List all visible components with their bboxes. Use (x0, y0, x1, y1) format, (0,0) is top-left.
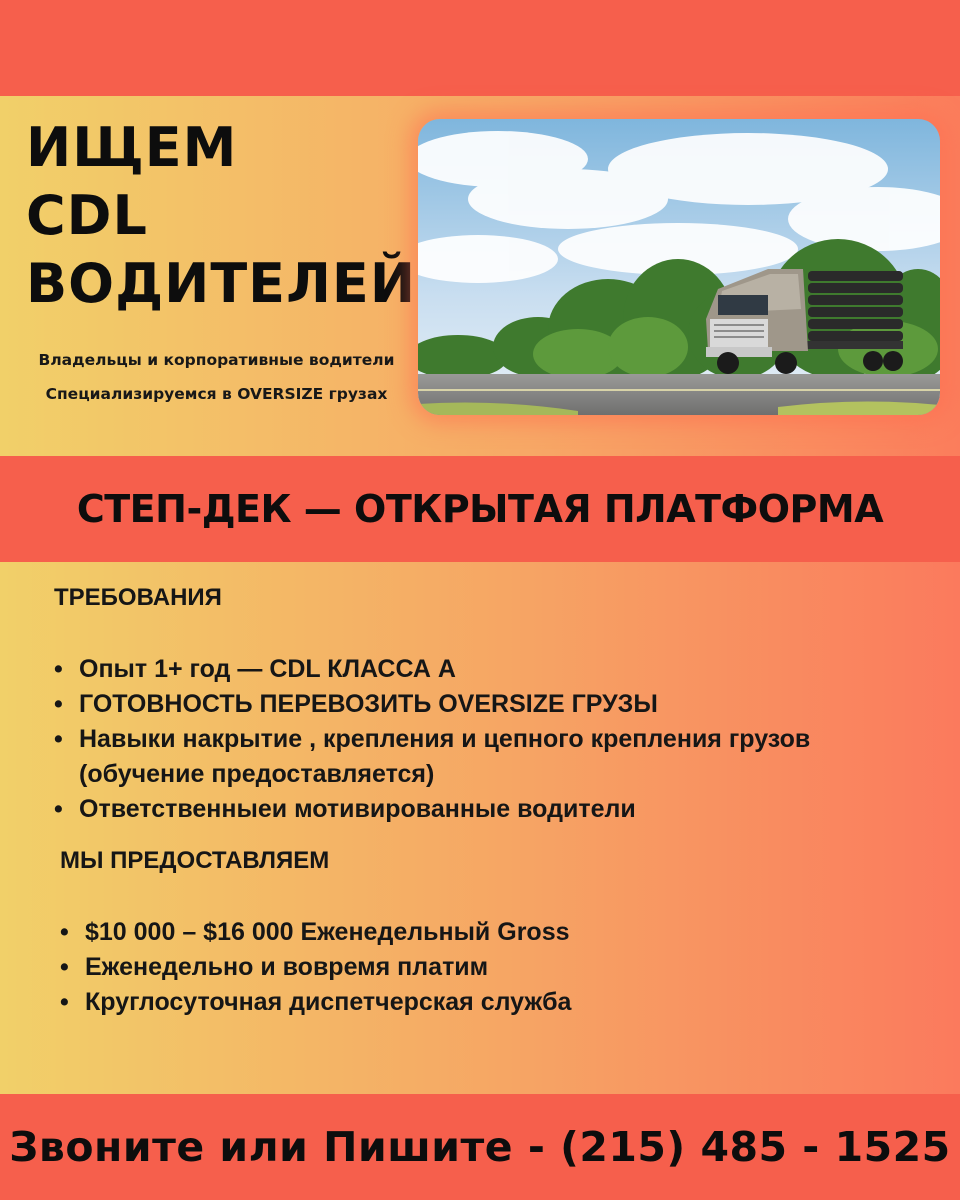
details-section (0, 562, 960, 1094)
list-item-continuation: (обучение предоставляется) (79, 760, 435, 788)
offer-list (60, 915, 571, 1020)
subline-oversize: Специализируемся в OVERSIZE грузах (45, 385, 388, 403)
hero-section (0, 96, 960, 456)
headline (26, 114, 416, 318)
subline-owner-operators: Владельцы и корпоративные водители (38, 351, 395, 369)
contact-banner (0, 1094, 960, 1200)
list-item: • ГОТОВНОСТЬ ПЕРЕВОЗИТЬ OVERSIZE ГРУЗЫ (54, 687, 810, 722)
list-item: • Ответственныеи мотивированные водители (54, 792, 810, 827)
headline-line-3: ВОДИТЕЛЕЙ (26, 252, 417, 315)
requirements-list (54, 652, 810, 827)
list-item: • Еженедельно и вовремя платим (60, 950, 571, 985)
offer-title: МЫ ПРЕДОСТАВЛЯЕМ (60, 847, 330, 874)
list-item: • $10 000 – $16 000 Еженедельный Gross (60, 915, 571, 950)
top-band (0, 0, 960, 96)
headline-line-2: CDL (26, 184, 148, 247)
list-item: • Навыки накрытие , крепления и цепного крепления грузов (54, 722, 810, 757)
list-item: • Круглосуточная диспетчерская служба (60, 985, 571, 1020)
stepdeck-title: СТЕП-ДЕК — ОТКРЫТАЯ ПЛАТФОРМА (76, 487, 884, 531)
truck-photo (418, 119, 940, 415)
list-item: • Опыт 1+ год — CDL КЛАССА А (54, 652, 810, 687)
contact-phone[interactable]: Звоните или Пишите - (215) 485 - 1525 (9, 1123, 951, 1171)
stepdeck-banner (0, 456, 960, 562)
headline-line-1: ИЩЕМ (26, 116, 238, 179)
requirements-title: ТРЕБОВАНИЯ (54, 584, 222, 611)
